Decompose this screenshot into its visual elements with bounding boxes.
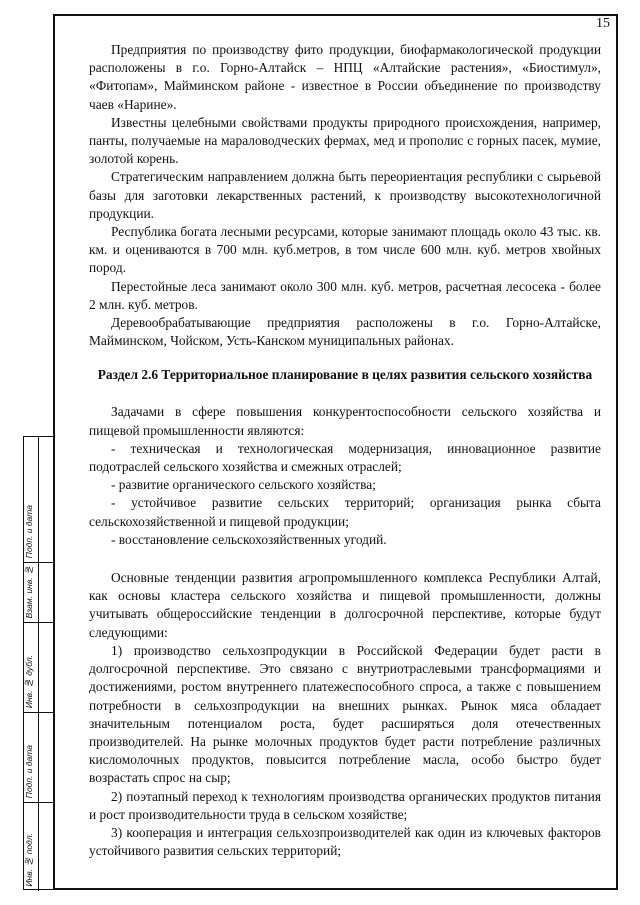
paragraph: Предприятия по производству фито продукции, биофармакологической продукции расположены в г.о. Горно-Алтайск – НПЦ «Алтайские растения», «Биостимул», «Фитопам», Майминском районе - известное в России объединение по производству чаев «Нарине». (89, 42, 601, 112)
spacer (89, 549, 601, 569)
paragraph: Республика богата лесными ресурсами, которые занимают площадь около 43 тыс. кв. км. и оцениваются в 700 млн. куб.метров, в том числе 600 млн. куб. метров хвойных пород. (89, 224, 601, 276)
sidebar-cell-signature-date (24, 437, 53, 562)
sidebar-divider (38, 563, 39, 622)
sidebar-divider (38, 713, 39, 802)
sidebar-label: Инв. № подл. (24, 833, 34, 887)
paragraph: Перестойные леса занимают около 300 млн. куб. метров, расчетная лесосека - более 2 млн. куб. метров. (89, 278, 601, 312)
document-body (89, 41, 601, 860)
paragraph: Известны целебными свойствами продукты природного происхождения, например, панты, получаемые на мараловодческих фермах, мед и прополис с горных пасек, мумие, золотой корень. (89, 114, 601, 167)
sidebar-cell-original-inv (24, 802, 53, 891)
sidebar-divider (38, 437, 39, 562)
sidebar-label: Взам. инв. № (24, 564, 34, 618)
sidebar-cell-duplicate-inv (24, 622, 53, 712)
paragraph: Задачами в сфере повышения конкурентоспособности сельского хозяйства и пищевой промышленности являются: (89, 404, 601, 438)
paragraph: Основные тенденции развития агропромышленного комплекса Республики Алтай, как основы кластера сельского хозяйства и пищевой промышленности, должны учитывать общероссийские тенденции в долгосрочной перспективе, которые будут следующими: (89, 570, 601, 640)
section-heading: Раздел 2.6 Территориальное планирование в целях развития сельского хозяйства (97, 367, 593, 383)
title-block-sidebar (23, 436, 53, 890)
list-item: - техническая и технологическая модернизация, инновационное развитие подотраслей сельского хозяйства и смежных отраслей; (89, 440, 601, 475)
page-number: 15 (596, 16, 610, 31)
sidebar-divider (38, 803, 39, 891)
list-item: 1) производство сельхозпродукции в Российской Федерации будет расти в долгосрочной перспективе. Это связано с внутриотраслевыми трансформациями и достижениями, ростом внутреннего платежеспособного спроса, а также с повышением потребности в сельхозпродукции на внешних рынках. Рынок мяса обладает значительным потенциалом роста, будет расширяться доля отечественных производителей. На рынке молочных продуктов будет расти потребление различных кисломолочных продуктов, повысится потребление масла, особо быстро будет возрастать спрос на сыр; (89, 642, 601, 786)
list-item: - устойчивое развитие сельских территорий; организация рынка сбыта сельскохозяйственной и пищевой продукции; (89, 495, 601, 529)
sidebar-cell-signature-date-2 (24, 712, 53, 802)
sidebar-divider (38, 623, 39, 712)
sidebar-label: Подп. и дата (24, 504, 34, 558)
sidebar-label: Инв. № дубл. (24, 654, 34, 708)
list-item: - развитие органического сельского хозяйства; (111, 477, 376, 493)
sidebar-cell-replacement-inv (24, 562, 53, 622)
list-item: 2) поэтапный переход к технологиям производства органических продуктов питания и рост производительности труда в сельском хозяйстве; (89, 788, 601, 822)
paragraph: Деревообрабатывающие предприятия расположены в г.о. Горно-Алтайске, Майминском, Чойском, Усть-Канском муниципальных районах. (89, 315, 601, 349)
list-item: - восстановление сельскохозяйственных угодий. (111, 531, 387, 547)
paragraph: Стратегическим направлением должна быть переориентация республики с сырьевой базы для заготовки лекарственных растений, к производству высокотехнологичной продукции. (89, 169, 601, 221)
list-item: 3) кооперация и интеграция сельхозпроизводителей как один из ключевых факторов устойчивого развития сельских территорий; (89, 824, 601, 859)
sidebar-label: Подп. и дата (24, 744, 34, 798)
